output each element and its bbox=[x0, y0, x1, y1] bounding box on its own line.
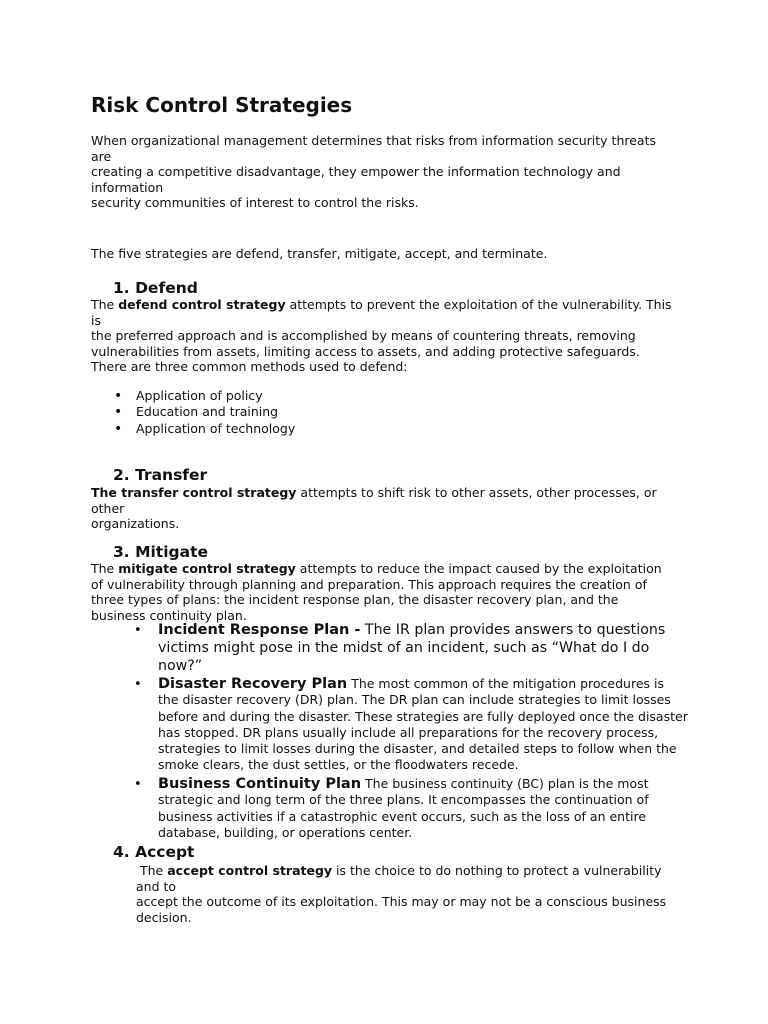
defend-line bbox=[91, 297, 672, 313]
intro-line: are bbox=[91, 148, 112, 164]
strategies-summary: The five strategies are defend, transfer, mitigate, accept, and terminate. bbox=[91, 246, 548, 261]
accept-line: and to bbox=[136, 878, 177, 894]
plan-item-disaster-recovery bbox=[134, 676, 688, 774]
mitigate-line: three types of plans: the incident response plan, the disaster recovery plan, and the bbox=[91, 592, 619, 607]
plan-description: The most common of the mitigation procedures is the disaster recovery (DR) plan. The DR plan can include strategies to limit losses before and during the disaster. These strategies are fully deployed once the disaster has stopped. DR plans usually include all preparations for the recovery process, strategies to limit losses during the disaster, and detailed steps to follow when the smoke clears, the dust settles, or the floodwaters recede. bbox=[158, 676, 688, 773]
mitigate-line bbox=[91, 561, 662, 577]
term-transfer: The transfer control strategy bbox=[91, 485, 297, 500]
plan-item-incident-response bbox=[134, 621, 688, 675]
transfer-line: other bbox=[91, 500, 125, 516]
defend-line: is bbox=[91, 312, 101, 328]
transfer-line bbox=[91, 485, 657, 501]
accept-line bbox=[140, 863, 666, 879]
section-heading-accept: 4. Accept bbox=[113, 843, 195, 861]
list-item-text: Education and training bbox=[136, 404, 279, 420]
bullet-icon: • bbox=[114, 388, 123, 404]
text-run: The bbox=[91, 297, 119, 312]
text-run: attempts to shift risk to other assets, other processes, or bbox=[296, 485, 657, 500]
plan-name: Incident Response Plan - bbox=[158, 622, 361, 638]
accept-line: decision. bbox=[136, 909, 192, 925]
defend-paragraph bbox=[91, 297, 672, 375]
intro-line: creating a competitive disadvantage, they empower the information technology and bbox=[91, 164, 621, 179]
defend-line: vulnerabilities from assets, limiting access to assets, and adding protective safeguards. bbox=[91, 343, 640, 359]
text-run: attempts to prevent the exploitation of the vulnerability. This bbox=[285, 297, 672, 312]
text-run: attempts to reduce the impact caused by the exploitation bbox=[295, 561, 662, 576]
term-defend: defend control strategy bbox=[118, 297, 286, 312]
bullet-icon: • bbox=[134, 677, 142, 692]
bullet-icon: • bbox=[134, 777, 142, 792]
defend-bullet-list bbox=[114, 388, 296, 437]
plan-description: The IR plan provides answers to questions victims might pose in the midst of an incident, such as “What do I do now?” bbox=[158, 622, 666, 674]
term-mitigate: mitigate control strategy bbox=[118, 561, 296, 576]
section-heading-transfer: 2. Transfer bbox=[113, 466, 208, 484]
section-heading-mitigate: 3. Mitigate bbox=[113, 543, 209, 561]
list-item-text: Application of technology bbox=[136, 420, 296, 436]
transfer-line: organizations. bbox=[91, 516, 180, 531]
intro-line: security communities of interest to control the risks. bbox=[91, 195, 419, 210]
defend-line: the preferred approach and is accomplished by means of countering threats, removing bbox=[91, 328, 636, 343]
accept-paragraph bbox=[136, 863, 666, 925]
defend-line: There are three common methods used to defend: bbox=[91, 359, 408, 374]
text-run: The bbox=[91, 561, 119, 576]
bullet-icon: • bbox=[114, 404, 123, 421]
plan-name: Business Continuity Plan bbox=[158, 776, 362, 792]
intro-paragraph bbox=[91, 133, 656, 211]
intro-line: When organizational management determines that risks from information security threats bbox=[91, 133, 657, 148]
list-item bbox=[114, 388, 295, 404]
list-item-text: Application of policy bbox=[136, 388, 263, 403]
list-item bbox=[114, 404, 295, 421]
bullet-icon: • bbox=[114, 420, 123, 437]
mitigate-line: business continuity plan. bbox=[91, 607, 247, 623]
text-run: is the choice to do nothing to protect a vulnerability bbox=[332, 863, 662, 878]
transfer-paragraph bbox=[91, 485, 657, 532]
accept-line: accept the outcome of its exploitation. This may or may not be a conscious business bbox=[136, 894, 667, 909]
mitigate-paragraph bbox=[91, 561, 662, 623]
text-run: The bbox=[140, 863, 168, 878]
mitigate-line: of vulnerability through planning and preparation. This approach requires the creation of bbox=[91, 576, 647, 592]
bullet-icon: • bbox=[134, 623, 142, 638]
plan-description: The business continuity (BC) plan is the most strategic and long term of the three plans. It encompasses the continuation of business activities if a catastrophic event occurs, such as the loss of an entire database, building, or operations center. bbox=[158, 776, 649, 840]
intro-line: information bbox=[91, 179, 164, 195]
section-heading-defend: 1. Defend bbox=[113, 279, 198, 297]
plan-name: Disaster Recovery Plan bbox=[158, 676, 348, 692]
plan-item-business-continuity bbox=[134, 776, 688, 841]
list-item bbox=[114, 420, 296, 437]
term-accept: accept control strategy bbox=[167, 863, 333, 878]
page-title: Risk Control Strategies bbox=[91, 93, 353, 117]
